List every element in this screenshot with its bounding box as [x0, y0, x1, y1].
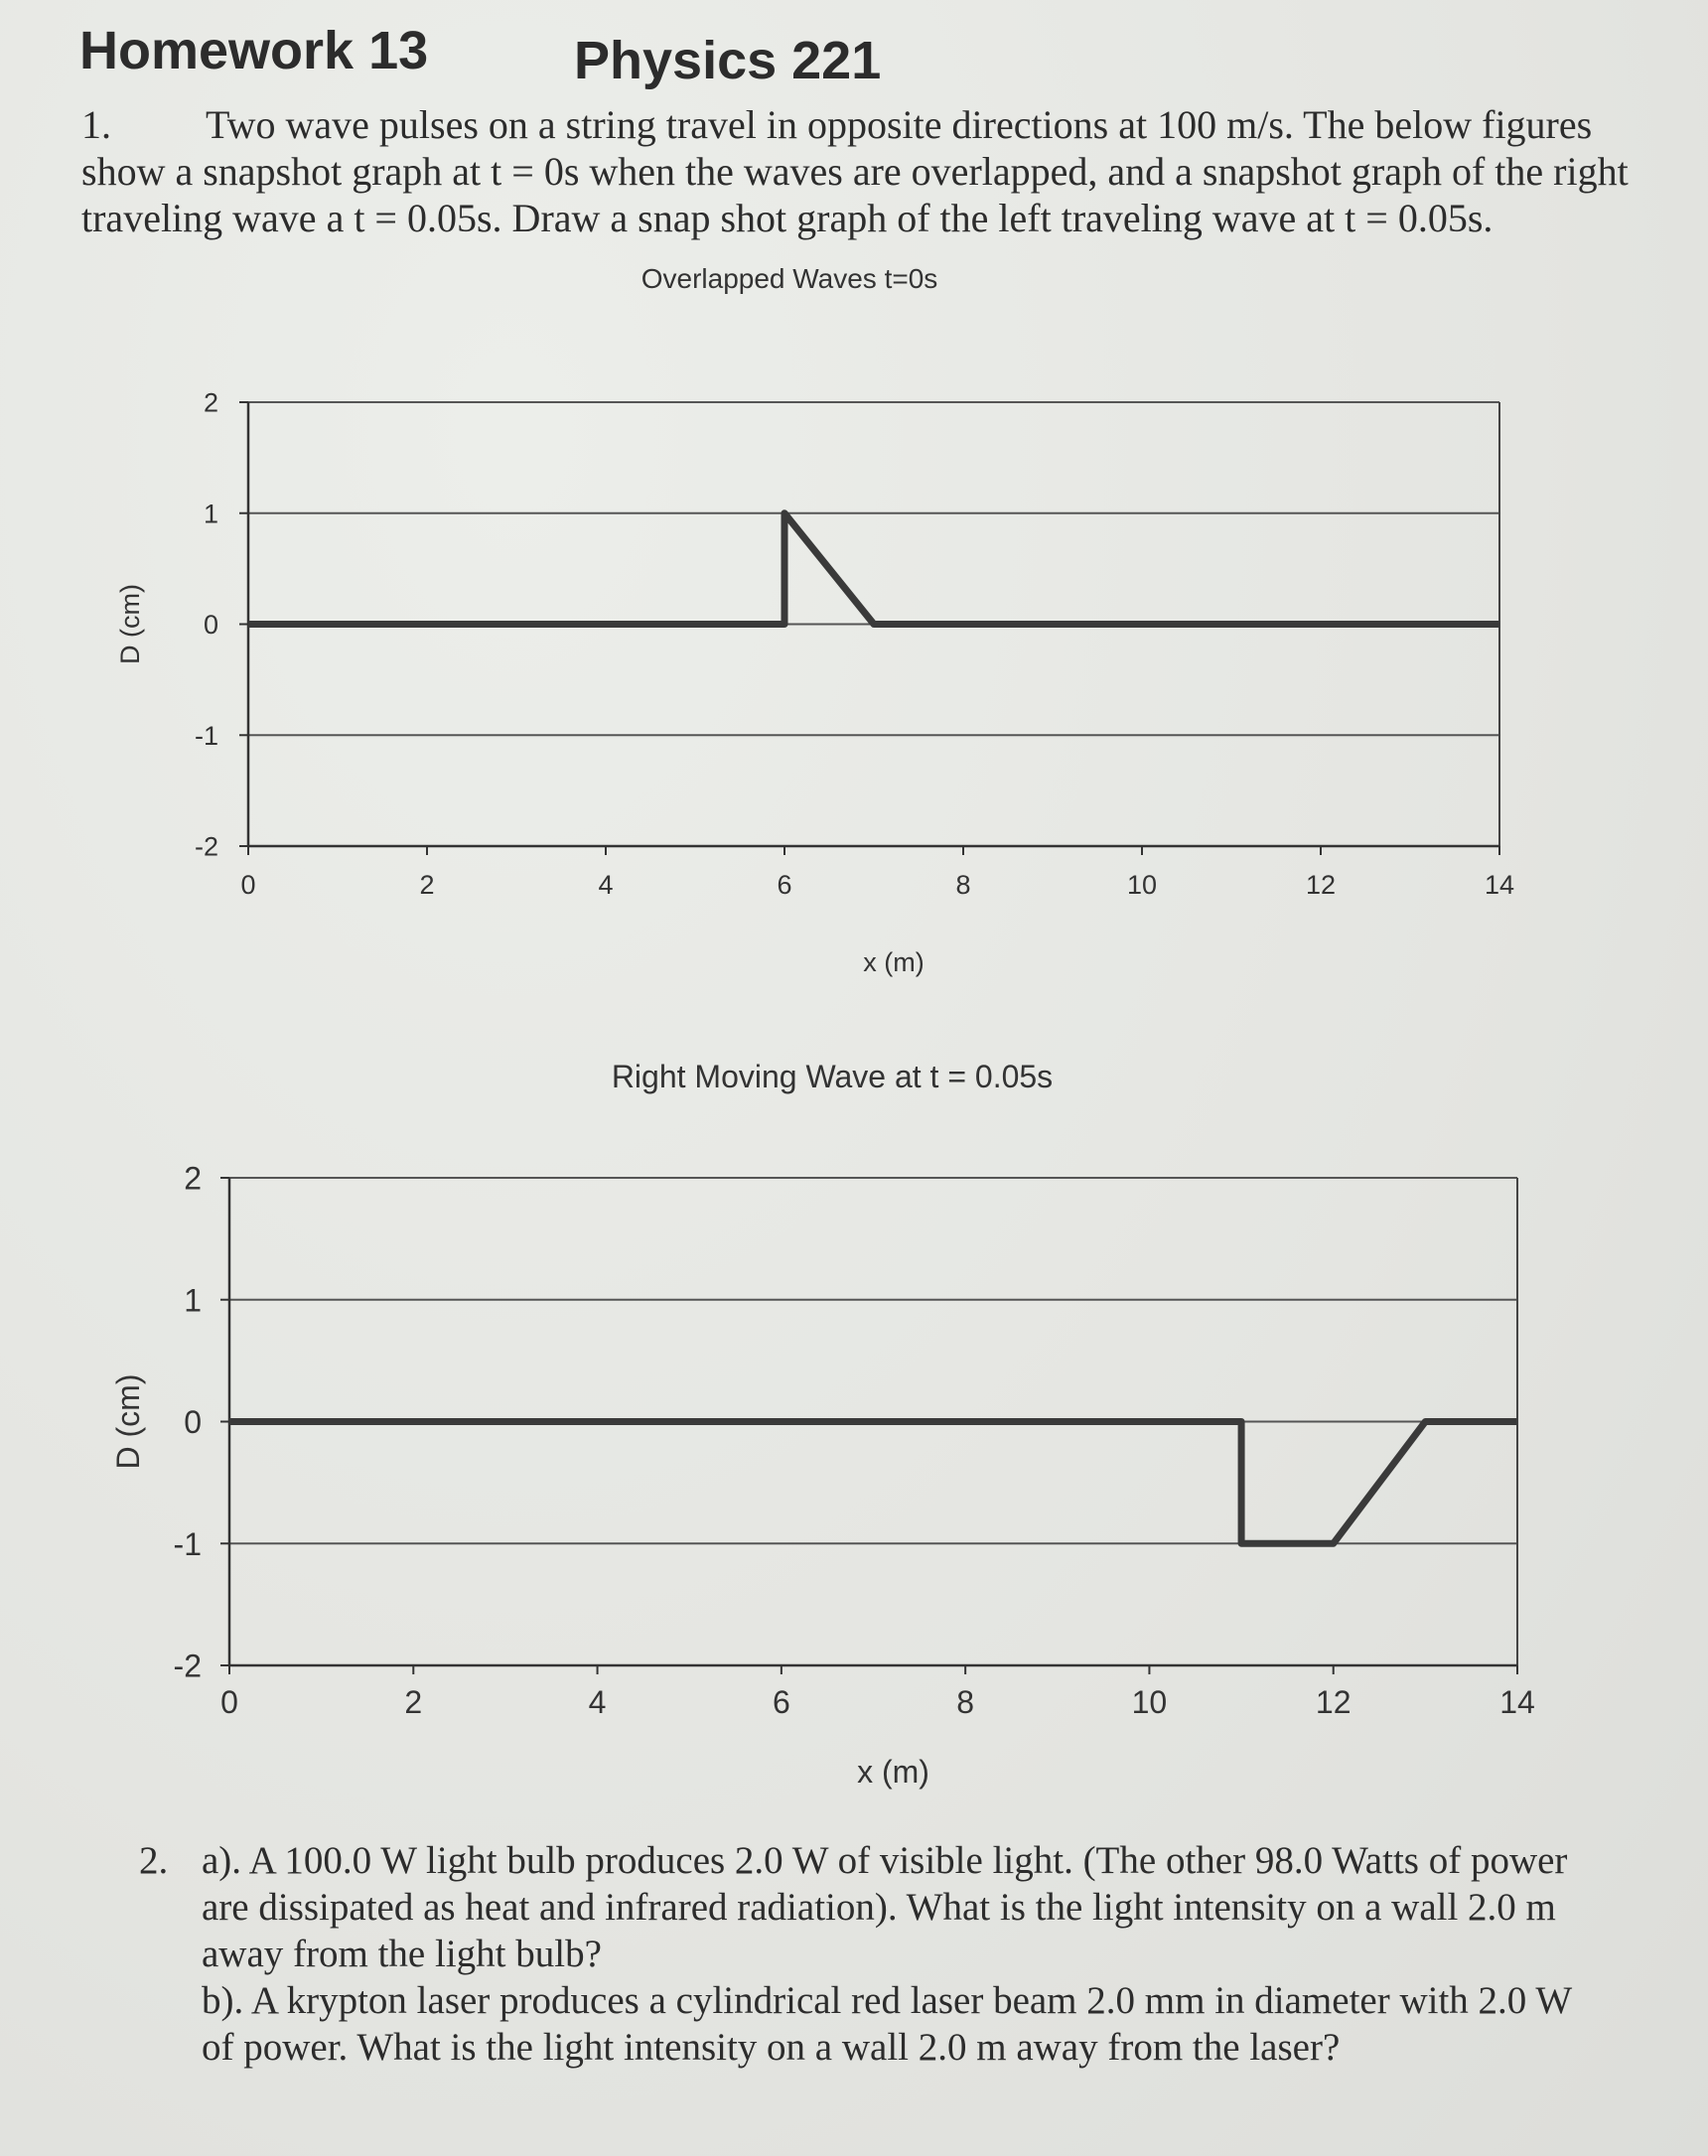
- chart-right-moving-wave: [0, 1043, 1708, 1797]
- question-2: [139, 1837, 1698, 2071]
- chart-title: Right Moving Wave at t = 0.05s: [611, 1059, 1054, 1094]
- y-tick-label: -1: [173, 1525, 202, 1562]
- x-tick-label: 8: [955, 870, 971, 900]
- x-tick-label: 14: [1499, 1684, 1535, 1720]
- y-tick-label: 0: [184, 1404, 202, 1441]
- x-tick-label: 10: [1131, 1684, 1168, 1720]
- wave-line: [248, 513, 1499, 625]
- x-tick-label: 2: [419, 870, 435, 900]
- header: [79, 20, 882, 90]
- x-tick-label: 4: [588, 1684, 607, 1720]
- question-number: 1.: [81, 102, 111, 147]
- x-tick-label: 14: [1484, 870, 1515, 900]
- x-tick-label: 2: [404, 1684, 423, 1720]
- x-tick-label: 10: [1126, 870, 1158, 900]
- x-axis-label: x (m): [863, 947, 925, 977]
- y-tick-label: 1: [184, 1282, 202, 1319]
- course-title: Physics 221: [574, 31, 882, 90]
- x-tick-label: 4: [598, 870, 614, 900]
- question-1: [81, 101, 1690, 241]
- y-tick-label: -2: [194, 831, 218, 862]
- x-tick-label: 6: [777, 870, 792, 900]
- x-tick-label: 12: [1315, 1684, 1352, 1720]
- x-tick-label: 12: [1305, 870, 1337, 900]
- x-tick-label: 8: [956, 1684, 975, 1720]
- x-tick-label: 0: [240, 870, 256, 900]
- wave-line: [229, 1422, 1517, 1544]
- y-tick-label: 2: [184, 1160, 202, 1197]
- question-text: traveling wave a t = 0.05s. Draw a snap shot graph of the left traveling wave at t = 0.05s.: [81, 196, 1494, 240]
- x-tick-label: 6: [772, 1684, 790, 1720]
- y-axis-label: D (cm): [115, 584, 145, 664]
- part-a-text: a). A 100.0 W light bulb produces 2.0 W of visible light. (The other 98.0 Watts of power: [202, 1839, 1568, 1882]
- part-b-text: b). A krypton laser produces a cylindrical red laser beam 2.0 mm in diameter with 2.0 W: [202, 1979, 1573, 2022]
- y-tick-label: 0: [203, 610, 218, 641]
- part-b-text: of power. What is the light intensity on a wall 2.0 m away from the laser?: [202, 2026, 1341, 2069]
- y-axis-label: D (cm): [110, 1373, 146, 1470]
- question-1-line-1: [81, 101, 1690, 148]
- question-text: show a snapshot graph at t = 0s when the waves are overlapped, and a snapshot graph of the right: [81, 149, 1629, 194]
- chart-title: Overlapped Waves t=0s: [640, 263, 938, 294]
- y-tick-label: 2: [203, 387, 218, 418]
- chart-overlapped-waves: [0, 248, 1708, 993]
- x-tick-label: 0: [220, 1684, 238, 1720]
- y-tick-label: 1: [203, 499, 218, 529]
- part-a-text: are dissipated as heat and infrared radiation). What is the light intensity on a wall 2.0 m: [202, 1886, 1556, 1929]
- question-text: Two wave pulses on a string travel in opposite directions at 100 m/s. The below figures: [206, 102, 1593, 147]
- y-tick-label: -2: [173, 1648, 202, 1684]
- x-axis-label: x (m): [857, 1754, 929, 1790]
- question-number: 2.: [139, 1839, 169, 1882]
- y-tick-label: -1: [194, 720, 218, 751]
- part-a-text: away from the light bulb?: [202, 1933, 602, 1975]
- homework-title: Homework 13: [79, 21, 429, 80]
